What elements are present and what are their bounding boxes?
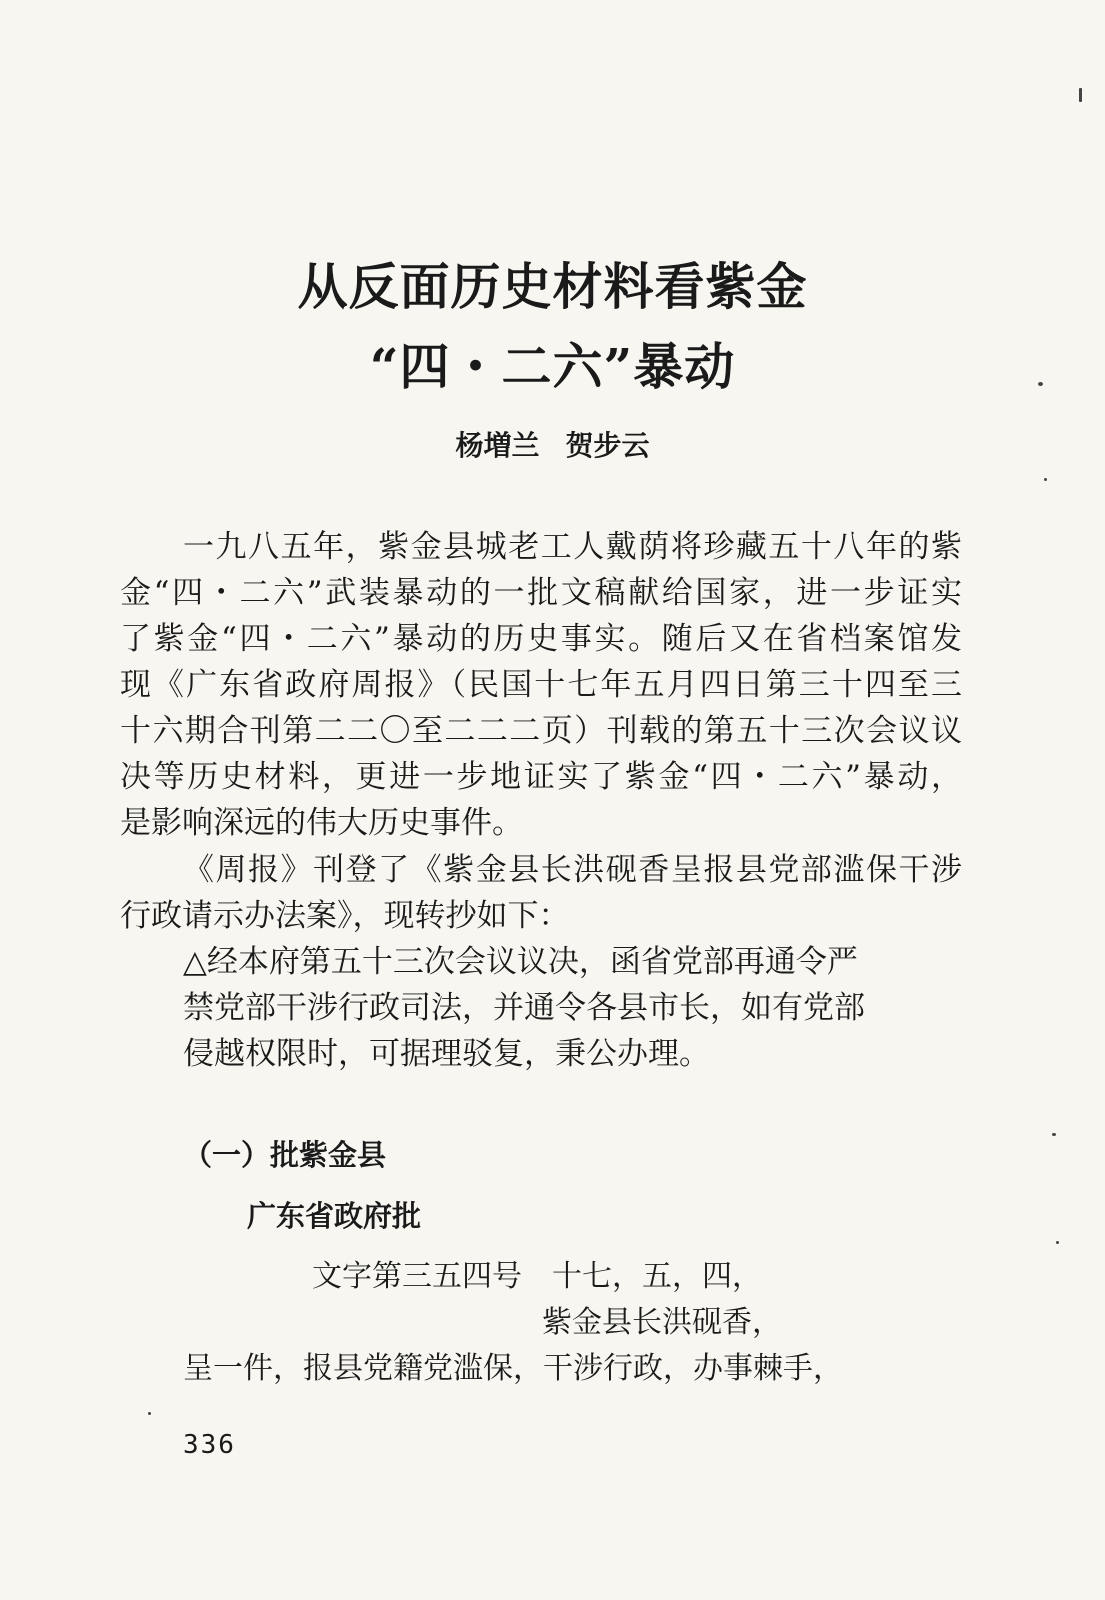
article-title-line-2: “四・二六”暴动	[369, 337, 736, 396]
sub-heading: 广东省政府批	[247, 1199, 422, 1233]
scan-speck	[148, 1412, 151, 1415]
quote-line-3: 侵越权限时，可据理驳复，秉公办理。	[183, 1036, 710, 1072]
quote-line-1: △经本府第五十三次会议议决，函省党部再通令严	[183, 944, 858, 980]
paragraph-1-line-1: 一九八五年，紫金县城老工人戴荫将珍藏五十八年的紫	[183, 529, 962, 565]
scan-speck	[1052, 1133, 1056, 1136]
document-body-line: 呈一件，报县党籍党滥保，干涉行政，办事棘手，	[183, 1351, 843, 1386]
author-2: 贺步云	[565, 429, 650, 462]
paragraph-2-line-1: 《周报》刊登了《紫金县长洪砚香呈报县党部滥保干涉	[183, 852, 962, 888]
author-line	[0, 429, 1105, 462]
section-heading: （一）批紫金县	[183, 1138, 387, 1172]
scan-speck	[1038, 382, 1043, 386]
paragraph-1-line-6: 决等历史材料，更进一步地证实了紫金“四・二六”暴动，	[120, 759, 962, 795]
scan-speck	[1044, 478, 1047, 481]
document-reference-line: 文字第三五四号 十七，五，四，	[312, 1259, 762, 1294]
scan-speck	[1056, 1241, 1059, 1244]
paragraph-1-line-3: 了紫金“四・二六”暴动的历史事实。随后又在省档案馆发	[120, 621, 962, 657]
page-number: 336	[183, 1430, 236, 1460]
document-addressee: 紫金县长洪砚香，	[542, 1305, 782, 1340]
paragraph-1-line-5: 十六期合刊第二二〇至二二二页）刊载的第五十三次会议议	[120, 713, 962, 749]
scan-edge-mark	[1079, 88, 1082, 102]
article-title-line-1: 从反面历史材料看紫金	[297, 257, 808, 316]
paragraph-1-line-7: 是影响深远的伟大历史事件。	[120, 805, 523, 841]
author-1: 杨増兰	[455, 429, 540, 462]
paragraph-2-line-2: 行政请示办法案》，现转抄如下：	[120, 898, 570, 934]
quote-line-2: 禁党部干涉行政司法，并通令各县市长，如有党部	[183, 990, 865, 1026]
paragraph-1-line-4: 现《广东省政府周报》（民国十七年五月四日第三十四至三	[120, 667, 962, 703]
paragraph-1-line-2: 金“四・二六”武装暴动的一批文稿献给国家，进一步证实	[120, 575, 962, 611]
